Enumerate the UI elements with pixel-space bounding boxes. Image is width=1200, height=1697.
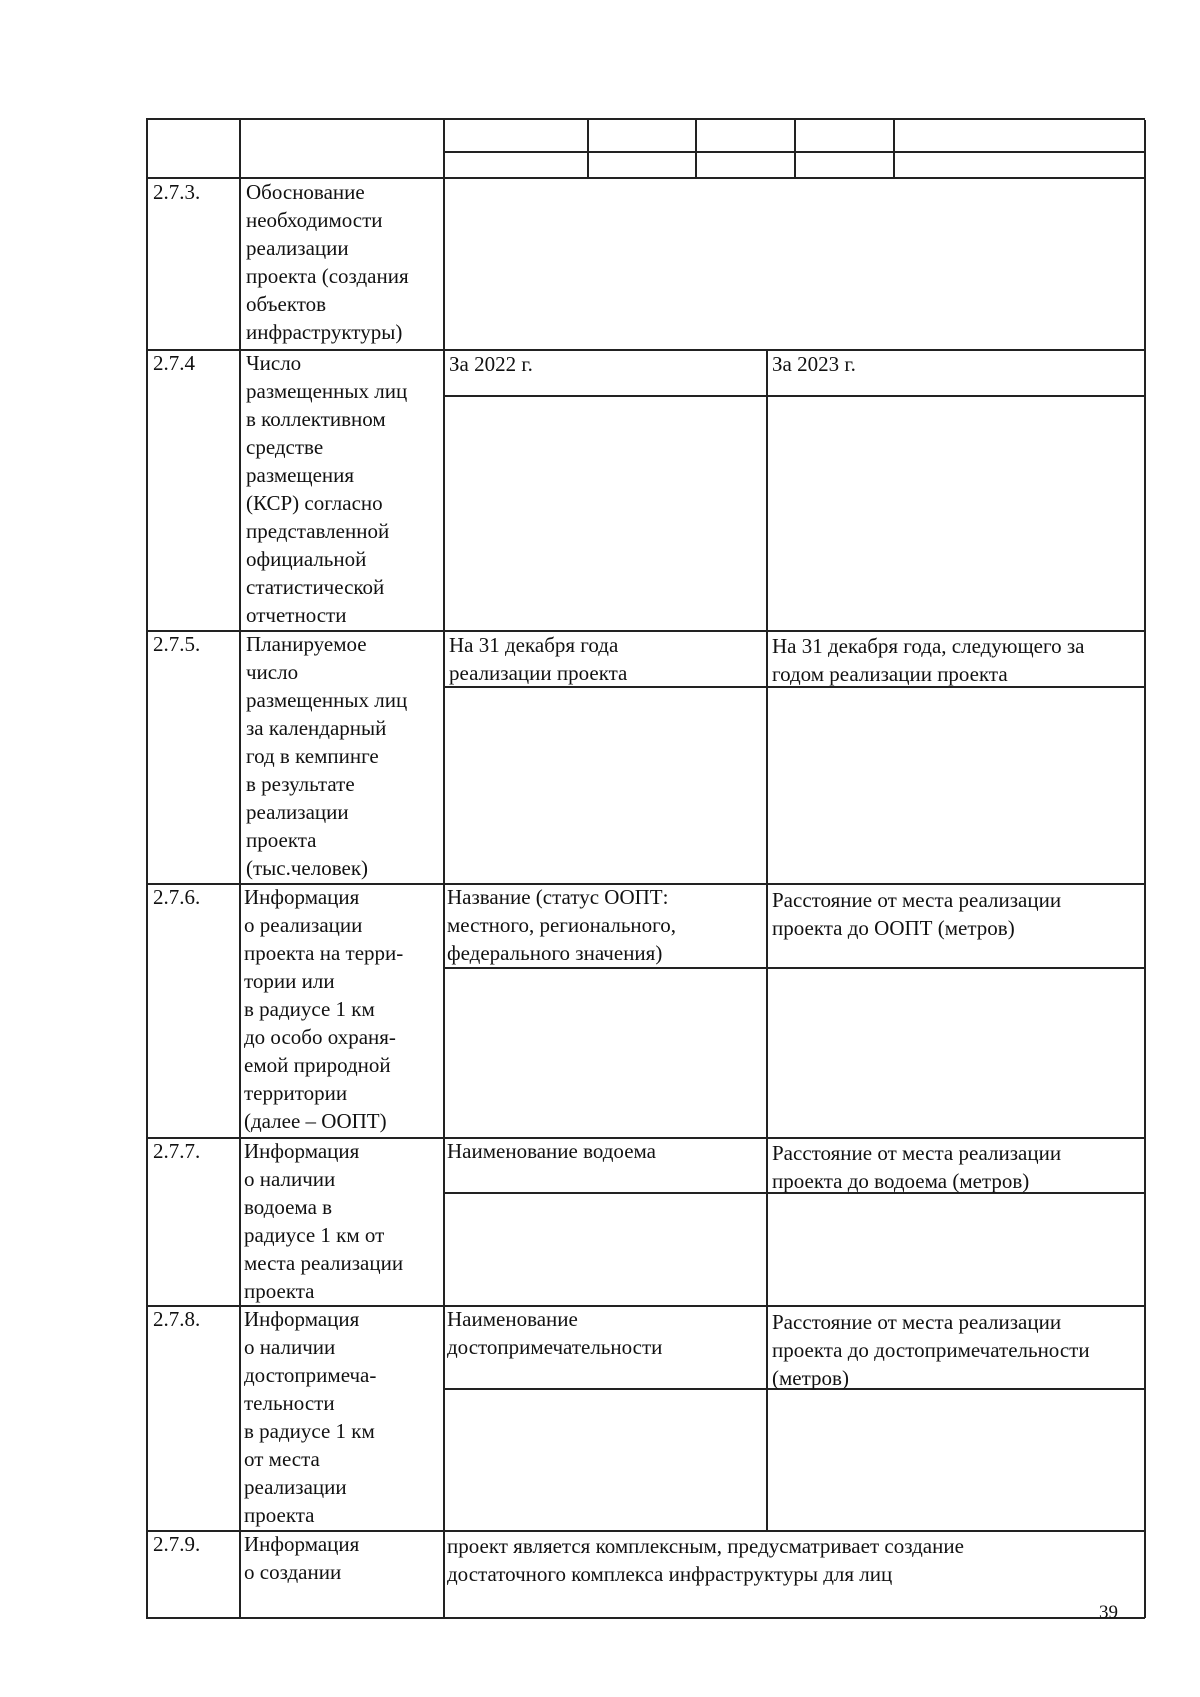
column-header: За 2022 г. [449,352,533,376]
cell-separator [443,967,1145,969]
table-border [239,118,241,1618]
row-number: 2.7.6. [153,885,201,909]
row-separator [146,1617,1145,1619]
table-border [146,118,148,1618]
table-border [794,118,796,178]
table-border [587,118,589,178]
table-border [443,118,445,1618]
row-number: 2.7.8. [153,1307,201,1331]
row-number: 2.7.4 [153,351,195,375]
cell-separator [443,395,1145,397]
row-number: 2.7.7. [153,1139,201,1163]
page-number: 39 [1099,1602,1118,1623]
row-number: 2.7.5. [153,632,201,656]
table-border [1144,120,1146,1618]
row-number: 2.7.9. [153,1532,201,1556]
column-header: Наименование водоема [447,1139,656,1163]
table-border [695,118,697,178]
table-border [766,349,768,1530]
row-number: 2.7.3. [153,180,201,204]
table-border [893,118,895,178]
table-border [146,118,1145,120]
column-header: За 2023 г. [772,352,856,376]
